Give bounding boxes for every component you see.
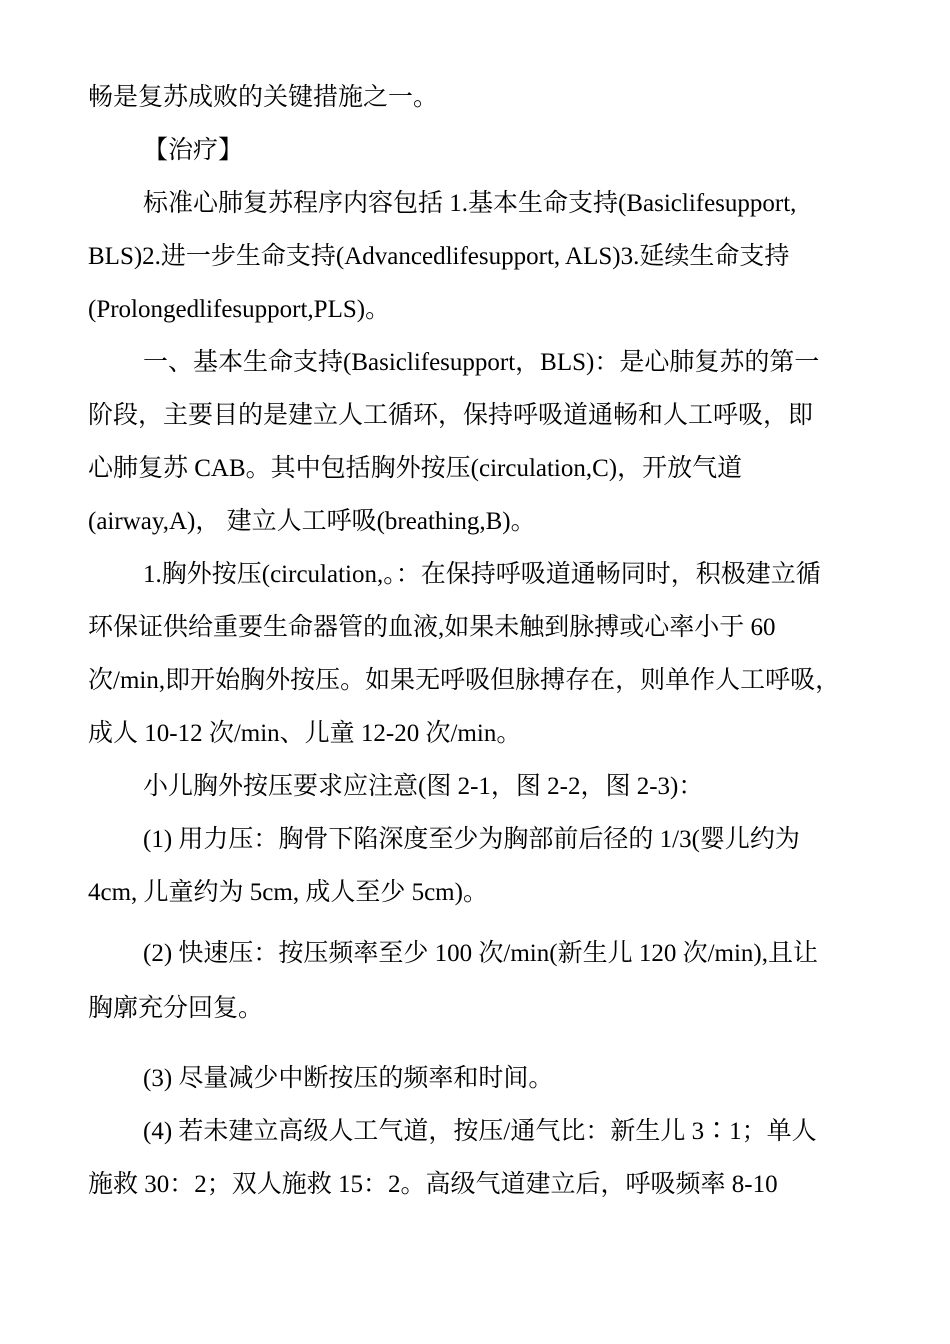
text-line: 1.胸外按压(circulation,。：在保持呼吸道通畅同时，积极建立循	[143, 561, 821, 588]
text-line: 成人 10-12 次/min、儿童 12-20 次/min。	[88, 720, 522, 747]
text-line: 施救 30：2；双人施救 15：2。高级气道建立后，呼吸频率 8-10	[88, 1171, 778, 1198]
list-item: (1) 用力压：胸骨下陷深度至少为胸部前后径的 1/3(婴儿约为	[143, 826, 800, 853]
list-item: (4) 若未建立高级人工气道，按压/通气比：新生儿 3∶1；单人	[143, 1118, 817, 1145]
text-line: (Prolongedlifesupport,PLS)。	[88, 296, 391, 323]
list-item: (3) 尽量减少中断按压的频率和时间。	[143, 1065, 554, 1092]
text-line: (airway,A)， 建立人工呼吸(breathing,B)。	[88, 508, 536, 535]
section-heading: 【治疗】	[143, 137, 244, 164]
text-line: 小儿胸外按压要求应注意(图 2-1，图 2-2，图 2-3)：	[143, 773, 704, 800]
list-item: (2) 快速压：按压频率至少 100 次/min(新生儿 120 次/min),且让	[143, 940, 818, 967]
text-line: 一、基本生命支持(Basiclifesupport，BLS)：是心肺复苏的第一	[143, 349, 820, 376]
text-line: 标准心肺复苏程序内容包括 1.基本生命支持(Basiclifesupport,	[143, 190, 797, 217]
text-line: 心肺复苏 CAB。其中包括胸外按压(circulation,C)，开放气道	[88, 455, 743, 482]
text-line: 4cm, 儿童约为 5cm, 成人至少 5cm)。	[88, 879, 488, 906]
text-line: BLS)2.进一步生命支持(Advancedlifesupport, ALS)3.延续生命支持	[88, 243, 790, 270]
text-line: 次/min,即开始胸外按压。如果无呼吸但脉搏存在，则单作人工呼吸，	[88, 667, 841, 694]
text-line: 环保证供给重要生命器管的血液,如果未触到脉搏或心率小于 60	[88, 614, 776, 641]
text-line: 阶段，主要目的是建立人工循环，保持呼吸道通畅和人工呼吸，即	[88, 402, 814, 429]
text-line: 畅是复苏成败的关键措施之一。	[88, 84, 439, 111]
text-line: 胸廓充分回复。	[88, 995, 264, 1022]
